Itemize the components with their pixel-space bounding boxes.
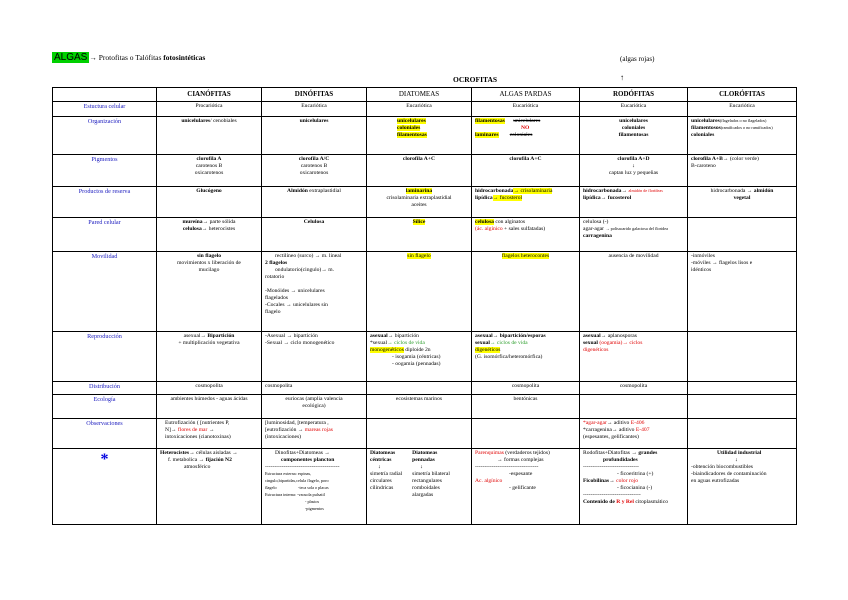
label-pared: Pared celular: [53, 218, 157, 252]
table-cell: Sílice: [367, 218, 472, 252]
label-estructura: Estuctura celular: [53, 102, 157, 117]
table-cell: -Asexual → bipartición -Sexual → ciclo monogenético: [262, 332, 367, 382]
table-cell: Heterocistes→ células aisladas → f. metabolica → fijación N2 atmosférico: [157, 449, 262, 525]
table-cell: unicelulares/ cenobiales: [157, 117, 262, 155]
table-cell: unicelulares coloniales filamentosas: [580, 117, 688, 155]
table-cell: sin flagelo: [367, 252, 472, 332]
table-cell: celulosa (-) agar-agar → polisacarido galactosa del floridea carragenina: [580, 218, 688, 252]
table-cell: ecosistemas marinos: [367, 395, 472, 419]
table-cell: Dinofitas+Diatomeas → componentes plancton ---------------------------------------- Estructura externa: espinas, cingulo,bipartidas,celula flagelo, poro flagelo -teca sola o placas Estructura interna: -vacuola pulsatil - plastos -pigmentos: [262, 449, 367, 525]
table-cell: sin flagelo movimientos x liberación de mucilago: [157, 252, 262, 332]
corner-cell: [53, 88, 157, 102]
red-algae-note: (algas rojas): [620, 55, 655, 63]
row-observaciones: [53, 419, 797, 449]
row-reserva: [53, 187, 797, 218]
table-cell: clorofila A/C carotenos B oxicarotenos: [262, 155, 367, 187]
table-cell: flagelos heterocontes: [472, 252, 580, 332]
ocrofitas-label: OCROFITAS: [453, 75, 498, 84]
table-cell: Celulosa: [262, 218, 367, 252]
table-cell: ausencia de movilidad: [580, 252, 688, 332]
table-cell: unicelulares(flagelados o no flagelados) filamentosos(ramificados o no ramificados) coloniales: [688, 117, 797, 155]
table-cell: Rodofitas+Diatofitas → grandes profundidades ------------------------------ - ficoeritrina (+) Ficobilinas→ color rojo - ficocianina (-) ------------------------------- Contenido de R y Rel citoplasmático: [580, 449, 688, 525]
col-diatomeas: DIATOMEAS: [367, 88, 472, 102]
row-distribucion: [53, 382, 797, 395]
table-cell: [688, 395, 797, 419]
row-pigmentos: [53, 155, 797, 187]
label-distribucion: Distribución: [53, 382, 157, 395]
table-cell: [472, 419, 580, 449]
label-movilidad: Movilidad: [53, 252, 157, 332]
col-clorofitas: CLORÓFITAS: [688, 88, 797, 102]
table-cell: [688, 419, 797, 449]
table-cell: Almidón extraplastidial: [262, 187, 367, 218]
table-cell: [luminosidad, [temperatura , [eutrofización → mareas rojas (intoxicaciones): [262, 419, 367, 449]
table-cell: Eucariótica: [367, 102, 472, 117]
label-organizacion: Organización: [53, 117, 157, 155]
table-cell: Parenquimas (verdaderos tejidos) → formas complejas ---------------------------------- -espesante Ac. algínico - gelificante: [472, 449, 580, 525]
subtitle-bold: fotosintéticas: [163, 53, 206, 62]
row-movilidad: [53, 252, 797, 332]
label-observaciones: Observaciones: [53, 419, 157, 449]
table-cell: [688, 218, 797, 252]
table-cell: [367, 419, 472, 449]
label-reproduccion: Reproducción: [53, 332, 157, 382]
label-pigmentos: Pigmentos: [53, 155, 157, 187]
table-cell: cosmopolita: [580, 382, 688, 395]
table-cell: hidrocarbonada→ almidón de florídeas lipídica→ fucosterol: [580, 187, 688, 218]
table-cell: Glucógeno: [157, 187, 262, 218]
table-cell: filamentosas unicelulares NO laminares coloniales: [472, 117, 580, 155]
table-cell: clorofila A+D ↓ captan luz y pequeñas: [580, 155, 688, 187]
table-cell: rectilíneo (surco) → m. lineal 2 flagelos ondulatorio(cingulo)→ m. rotatorio -Monóides → unicelulares flagelados -Cocales → unicelulares sin flagelo: [262, 252, 367, 332]
row-estructura: [53, 102, 797, 117]
col-algas-pardas: ALGAS PARDAS: [472, 88, 580, 102]
subtitle-prefix: → Protofitas o Talófitas: [89, 53, 162, 62]
table-cell: Eucariótica: [580, 102, 688, 117]
table-cell: clorofila A+B→ (color verde) B-caroteno: [688, 155, 797, 187]
label-ecologia: Ecología: [53, 395, 157, 419]
table-cell: asexual→ bipartición *sexual→ ciclos de vida monogenéticos diploide 2n - isogamia (céntricas) - oogamia (pennadas): [367, 332, 472, 382]
table-cell: *agar-agar→ aditivo E-406 *carragenina→ aditivo E-407 (espesantes, gelificantes): [580, 419, 688, 449]
table-cell: Eucariótica: [472, 102, 580, 117]
asterisk-icon: *: [53, 449, 157, 525]
col-cianofitas: CIANÓFITAS: [157, 88, 262, 102]
table-cell: Procariótica: [157, 102, 262, 117]
label-reserva: Productos de reserva: [53, 187, 157, 218]
table-cell: celulosa con alginatos (ác. algínico + sales sulfatadas): [472, 218, 580, 252]
algae-comparison-table: [52, 87, 797, 525]
table-cell: unicelulares coloniales filamentosas: [367, 117, 472, 155]
table-cell: hidrocarbonada → almidón vegetal: [688, 187, 797, 218]
col-rodofitas: RODÓFITAS: [580, 88, 688, 102]
page-title: [52, 52, 205, 63]
table-cell: Diatomeas céntricas ↓ simetría radial circulares cilíndricas Diatomeas pennadas ↓ simetría bilateral rectangulares romboidales alargadas: [367, 449, 472, 525]
table-cell: Eucariótica: [688, 102, 797, 117]
algas-heading: ALGAS: [54, 52, 88, 63]
table-cell: hidrocarbonada→ crisolaminaria lipídica→ fucosterol: [472, 187, 580, 218]
table-cell: unicelulares: [262, 117, 367, 155]
row-reproduccion: [53, 332, 797, 382]
table-cell: cosmopolita: [472, 382, 580, 395]
table-cell: cosmopolita: [157, 382, 262, 395]
table-cell: clorofila A carotenos B oxicarotenos: [157, 155, 262, 187]
header-row: [53, 88, 797, 102]
table-cell: [580, 395, 688, 419]
table-cell: [688, 332, 797, 382]
table-cell: asexual→ Bipartición + multiplicación vegetativa: [157, 332, 262, 382]
table-cell: -inmóviles -móviles → flagelos lisos e idénticos: [688, 252, 797, 332]
arrow-up-icon: ↑: [620, 73, 624, 82]
table-cell: clorofila A+C: [367, 155, 472, 187]
row-ecologia: [53, 395, 797, 419]
table-cell: laminarina crisolaminaria extraplastidial aceites: [367, 187, 472, 218]
table-cell: mureína→ parte sólida celulosa→ heterocistes: [157, 218, 262, 252]
table-cell: [367, 382, 472, 395]
table-cell: ambientes húmedos - aguas ácidas: [157, 395, 262, 419]
table-cell: asexual→ aplanosporas sexual (oogamia)→ ciclos digenéticos: [580, 332, 688, 382]
row-pared: [53, 218, 797, 252]
table-cell: clorofila A+C: [472, 155, 580, 187]
table-cell: Utilidad industrial ↓ -obtención biocombustibles -biaindicadores de contaminación en aguas eutrofizadas: [688, 449, 797, 525]
table-cell: asexual→ bipartición/esporas sexual→ ciclos de vida digenéticos (G. isomórfica/heteromórfica): [472, 332, 580, 382]
col-dinofitas: DINÓFITAS: [262, 88, 367, 102]
table-cell: Eutrofización ( [nutrientes P, N]→ flores de mar → intoxicaciones (cianotoxinas): [157, 419, 262, 449]
table-cell: [688, 382, 797, 395]
table-cell: Eucariótica: [262, 102, 367, 117]
table-cell: bentónicas: [472, 395, 580, 419]
table-cell: cosmopolita: [262, 382, 367, 395]
row-star: [53, 449, 797, 525]
row-organizacion: [53, 117, 797, 155]
table-cell: euriocas (amplia valencia ecológica): [262, 395, 367, 419]
